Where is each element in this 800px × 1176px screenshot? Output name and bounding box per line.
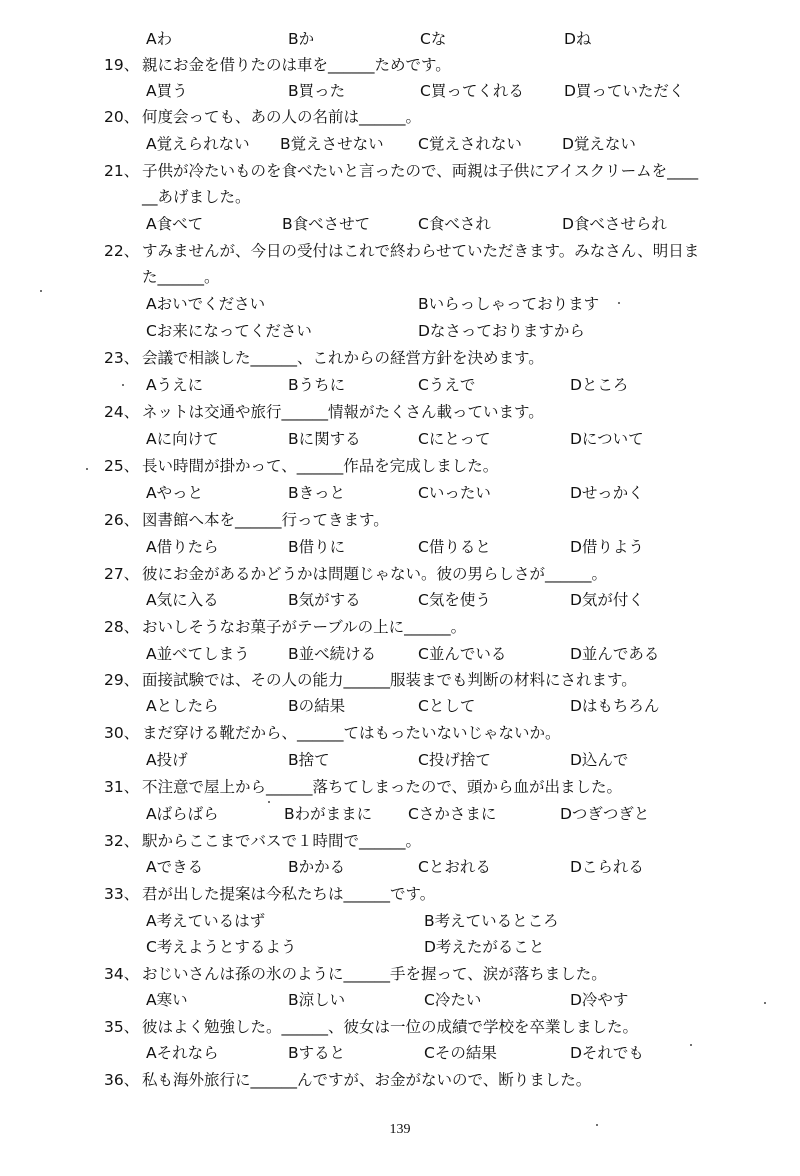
question-number: 22、 [104,242,140,260]
question-number: 26、 [104,511,140,529]
question-text: 会議で相談した______、これからの経営方針を決めます。 [142,349,544,367]
question-text: 駅からここまでバスで１時間で______。 [142,832,422,850]
option-c: C冷たい [424,991,482,1009]
option-d: Dについて [570,430,644,448]
question-number: 25、 [104,457,140,475]
option-b: Bに関する [288,430,361,448]
question-number: 24、 [104,403,140,421]
option-d: D込んで [570,751,629,769]
option-b: B借りに [288,538,346,556]
question-text: 面接試験では、その人の能力______服装までも判断の材料にされます。 [142,671,637,689]
option-d: Dせっかく [570,484,644,502]
option-c: Cな [420,30,447,48]
question-text: 君が出した提案は今私たちは______です。 [142,885,436,903]
option-b: Bか [288,30,315,48]
question-number: 36、 [104,1071,140,1089]
option-d: D借りよう [570,538,644,556]
option-d: D買っていただく [564,82,685,100]
question-text: すみませんが、今日の受付はこれで終わらせていただきます。みなさん、明日ま [142,242,700,260]
option-c: C投げ捨て [418,751,491,769]
question-number: 35、 [104,1018,140,1036]
option-d: D気が付く [570,591,644,609]
question-number: 23、 [104,349,140,367]
option-b: B覚えさせない [280,135,384,153]
option-a: Aうえに [146,376,204,394]
option-b: Bうちに [288,376,346,394]
question-text: た______。 [142,268,220,286]
question-text: 子供が冷たいものを食べたいと言ったので、両親は子供にアイスクリームを____ [142,162,699,180]
question-text: 不注意で屋上から______落ちてしまったので、頭から血が出ました。 [142,778,623,796]
option-c: C考えようとするよう [146,938,297,956]
question-text: 彼はよく勉強した。______、彼女は一位の成績で学校を卒業しました。 [142,1018,639,1036]
scan-speck [690,1044,692,1046]
question-text: 何度会っても、あの人の名前は______。 [142,108,422,126]
option-d: D考えたがること [424,938,545,956]
option-c: C気を使う [418,591,491,609]
option-a: A食べて [146,215,204,233]
option-d: Dね [564,30,592,48]
question-text: 親にお金を借りたのは車を______ためです。 [142,56,451,74]
option-a: A寒い [146,991,188,1009]
option-a: Aおいでください [146,295,266,313]
question-text: おいしそうなお菓子がテーブルの上に______。 [142,618,467,636]
option-c: Cとして [418,697,476,715]
question-number: 31、 [104,778,140,796]
option-a: Aそれなら [146,1044,219,1062]
option-a: Aとしたら [146,697,219,715]
question-number: 19、 [104,56,140,74]
option-a: A買う [146,82,188,100]
question-text: まだ穿ける靴だから、______てはもったいないじゃないか。 [142,724,561,742]
option-c: Cさかさまに [408,805,497,823]
option-d: Dそれでも [570,1044,644,1062]
option-d: Dところ [570,376,629,394]
question-number: 27、 [104,565,140,583]
question-text: 長い時間が掛かって、______作品を完成しました。 [142,457,499,475]
option-d: Dはもちろん [570,697,660,715]
question-number: 30、 [104,724,140,742]
option-a: Aできる [146,858,204,876]
option-a: Aわ [146,30,173,48]
option-b: B買った [288,82,346,100]
option-c: Cいったい [418,484,491,502]
scan-speck [618,302,620,304]
option-a: Aに向けて [146,430,219,448]
option-c: Cお来になってください [146,322,312,340]
question-text: 図書館へ本を______行ってきます。 [142,511,389,529]
question-text: __あげました。 [142,188,251,206]
scan-speck [122,384,124,386]
option-d: D冷やす [570,991,629,1009]
question-text: ネットは交通や旅行______情報がたくさん載っています。 [142,403,544,421]
scan-speck [86,468,88,470]
option-b: B涼しい [288,991,346,1009]
option-c: C並んでいる [418,645,507,663]
scan-speck [268,801,270,803]
page-number: 139 [389,1122,411,1137]
option-b: B食べさせて [282,215,371,233]
option-a: A並べてしまう [146,645,250,663]
option-b: B気がする [288,591,361,609]
question-number: 29、 [104,671,140,689]
option-b: Bきっと [288,484,346,502]
option-b: Bすると [288,1044,346,1062]
question-number: 33、 [104,885,140,903]
option-c: Cうえで [418,376,476,394]
option-a: A投げ [146,751,188,769]
option-c: C食べされ [418,215,491,233]
question-number: 21、 [104,162,140,180]
question-text: 彼にお金があるかどうかは問題じゃない。彼の男らしさが______。 [142,565,608,583]
option-b: Bの結果 [288,697,346,715]
scan-speck [764,1002,766,1004]
option-a: A考えているはず [146,912,266,930]
option-d: D覚えない [562,135,636,153]
option-a: A覚えられない [146,135,250,153]
option-d: D並んである [570,645,660,663]
question-number: 28、 [104,618,140,636]
option-a: A気に入る [146,591,219,609]
option-c: C買ってくれる [420,82,524,100]
scan-speck [40,290,42,292]
option-b: B捨て [288,751,330,769]
question-number: 32、 [104,832,140,850]
option-b: Bいらっしゃっております [418,295,600,313]
question-text: おじいさんは孫の氷のように______手を握って、涙が落ちました。 [142,965,607,983]
option-c: Cにとって [418,430,491,448]
option-b: B考えているところ [424,912,559,930]
option-b: Bわがままに [284,805,373,823]
option-b: B並べ続ける [288,645,377,663]
question-text: 私も海外旅行に______んですが、お金がないので、断りました。 [142,1071,592,1089]
option-b: Bかかる [288,858,346,876]
scan-speck [596,1124,598,1126]
option-c: C借りると [418,538,491,556]
question-number: 20、 [104,108,140,126]
option-c: C覚えされない [418,135,522,153]
option-a: A借りたら [146,538,219,556]
question-number: 34、 [104,965,140,983]
option-d: D食べさせられ [562,215,667,233]
option-d: Dこられる [570,858,644,876]
option-a: Aやっと [146,484,204,502]
option-c: Cその結果 [424,1044,497,1062]
option-c: Cとおれる [418,858,491,876]
option-d: Dつぎつぎと [560,805,650,823]
option-d: Dなさっておりますから [418,322,585,340]
option-a: Aばらばら [146,805,219,823]
